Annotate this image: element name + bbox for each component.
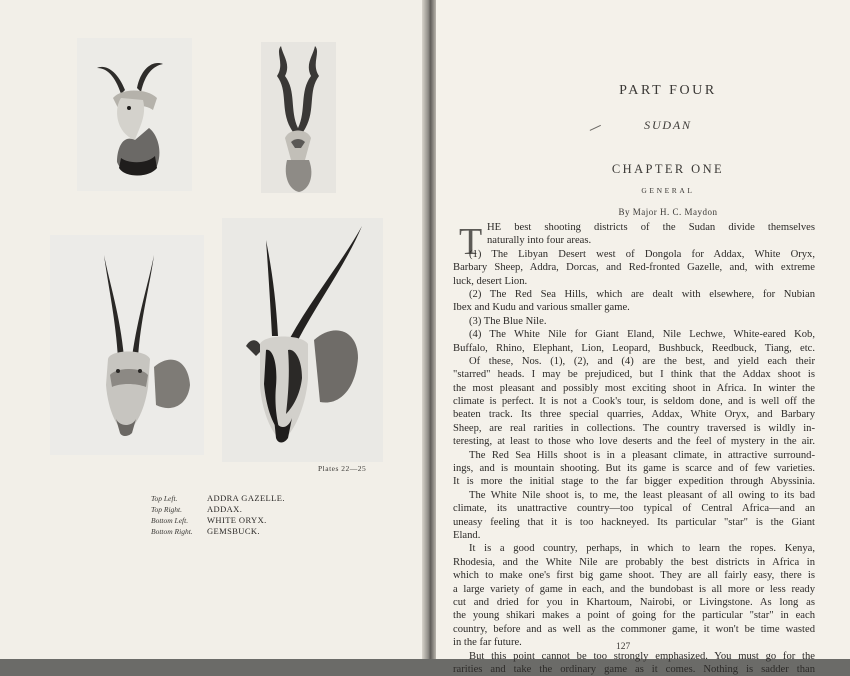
- left-page: [0, 0, 428, 659]
- caption-name: ADDRA GAZELLE.: [207, 493, 285, 503]
- plate-addra-gazelle: [77, 38, 192, 191]
- body-line: HE best shooting districts of the Sudan divide themselves: [487, 222, 815, 233]
- addax-photo: [261, 42, 336, 193]
- body-line: Barbary Sheep, Addra, Dorcas, and Red-fronted Gazelle, and, with extreme: [453, 262, 815, 274]
- body-line: ings, and is mountain shooting. But its game is scarce and of few varieties.: [453, 463, 815, 475]
- caption-position: Bottom Right.: [151, 527, 193, 536]
- chapter-subtitle: GENERAL: [641, 186, 695, 195]
- body-line: It is more the initial stage to the far bigger expedition through Abyssinia.: [453, 476, 815, 488]
- body-line: teresting, at least to those who love deserts and the feel of mystery in the air.: [453, 436, 815, 448]
- caption-position: Top Left.: [151, 494, 178, 503]
- body-line: cut and dried for you in Khartoum, Nairobi, or Livingstone. As long as: [453, 596, 815, 608]
- plate-addax: [261, 42, 336, 193]
- plate-captions: [151, 493, 285, 537]
- body-line: But this point cannot be too strongly emphasized. You must go for the: [469, 650, 815, 662]
- caption-position: Top Right.: [151, 505, 182, 514]
- body-line: Ibex and Kudu and various smaller game.: [453, 302, 630, 314]
- caption-position: Bottom Left.: [151, 516, 189, 525]
- body-line: The White Nile shoot is, to me, the least pleasant of all owing to its bad: [469, 489, 815, 501]
- body-line: Sheep, are real rarities in collections. The country traversed is wildly in-: [453, 422, 815, 434]
- drop-cap: T: [459, 221, 483, 263]
- body-line: (3) The Blue Nile.: [469, 315, 547, 327]
- body-line: It is a good country, perhaps, in which to learn the ropes. Kenya,: [469, 543, 815, 555]
- book-gutter: [422, 0, 436, 659]
- page-number: 127: [616, 642, 631, 652]
- body-line: the most pleasant and possibly most exciting shoot in Africa. In winter the: [453, 382, 815, 394]
- body-line: uneasy feeling that it is too hackneyed. Its particular "star" is the Giant: [453, 516, 815, 528]
- body-line: Buffalo, Rhino, Elephant, Lion, Leopard, Bushbuck, Reedbuck, Tiang, etc.: [453, 342, 815, 354]
- caption-name: ADDAX.: [207, 504, 243, 514]
- body-line: (4) The White Nile for Giant Eland, Nile Lechwe, White-eared Kob,: [469, 329, 815, 341]
- body-line: climate, its unattractive country—too typical of Central Africa—and an: [453, 503, 815, 515]
- body-line: climate is perfect. It is not a Cook's tour, is seldom done, and is well off the: [453, 396, 815, 408]
- caption-row: [151, 504, 285, 515]
- caption-name: GEMSBUCK.: [207, 526, 260, 536]
- plates-label: Plates 22—25: [318, 464, 367, 473]
- gemsbuck-photo: [222, 218, 383, 462]
- body-line: beaten track. Its three special quarries, Addax, White Oryx, and Barbary: [453, 409, 815, 421]
- body-line: in the far future.: [453, 637, 522, 649]
- body-line: Rhodesia, and the White Nile are probably the best districts in Africa in: [453, 556, 815, 568]
- body-line: (1) The Libyan Desert west of Dongola for Addax, White Oryx,: [469, 248, 815, 260]
- plate-white-oryx: [50, 235, 204, 455]
- body-line: Eland.: [453, 529, 481, 541]
- body-line: (2) The Red Sea Hills, which are dealt with elsewhere, for Nubian: [469, 288, 815, 300]
- body-line: "starred" heads. I may be prejudiced, but I think that the Addax shoot is: [453, 369, 815, 381]
- body-line: which to make one's first big game shoot. They are all fairly easy, there is: [453, 570, 815, 582]
- body-line: naturally into four areas.: [487, 235, 592, 247]
- addra-gazelle-photo: [77, 38, 192, 191]
- caption-row: [151, 515, 285, 526]
- body-line: country, before and as well as the commoner game, it won't be time wasted: [453, 623, 815, 635]
- part-subtitle: SUDAN: [644, 118, 692, 132]
- body-line: The Red Sea Hills shoot is in a pleasant climate, in attractive surround-: [469, 449, 815, 461]
- body-line: Of these, Nos. (1), (2), and (4) are the best, and yield each their: [469, 355, 815, 367]
- body-line: luck, desert Lion.: [453, 275, 528, 287]
- body-line: a large variety of game in each, and the bundobast is all more or less ready: [453, 583, 815, 595]
- caption-row: [151, 493, 285, 504]
- part-title: PART FOUR: [619, 83, 717, 98]
- white-oryx-photo: [50, 235, 204, 455]
- body-line: the young shikari makes a point of going for the particular "star" in each: [453, 610, 815, 622]
- plate-gemsbuck: [222, 218, 383, 462]
- chapter-title: CHAPTER ONE: [611, 162, 725, 176]
- body-line: rarities and take the ordinary game as it comes. Nothing is sadder than: [453, 663, 815, 675]
- caption-row: [151, 526, 285, 537]
- caption-name: WHITE ORYX.: [207, 515, 267, 525]
- byline: By Major H. C. Maydon: [618, 207, 718, 217]
- chapter-body: [453, 221, 815, 676]
